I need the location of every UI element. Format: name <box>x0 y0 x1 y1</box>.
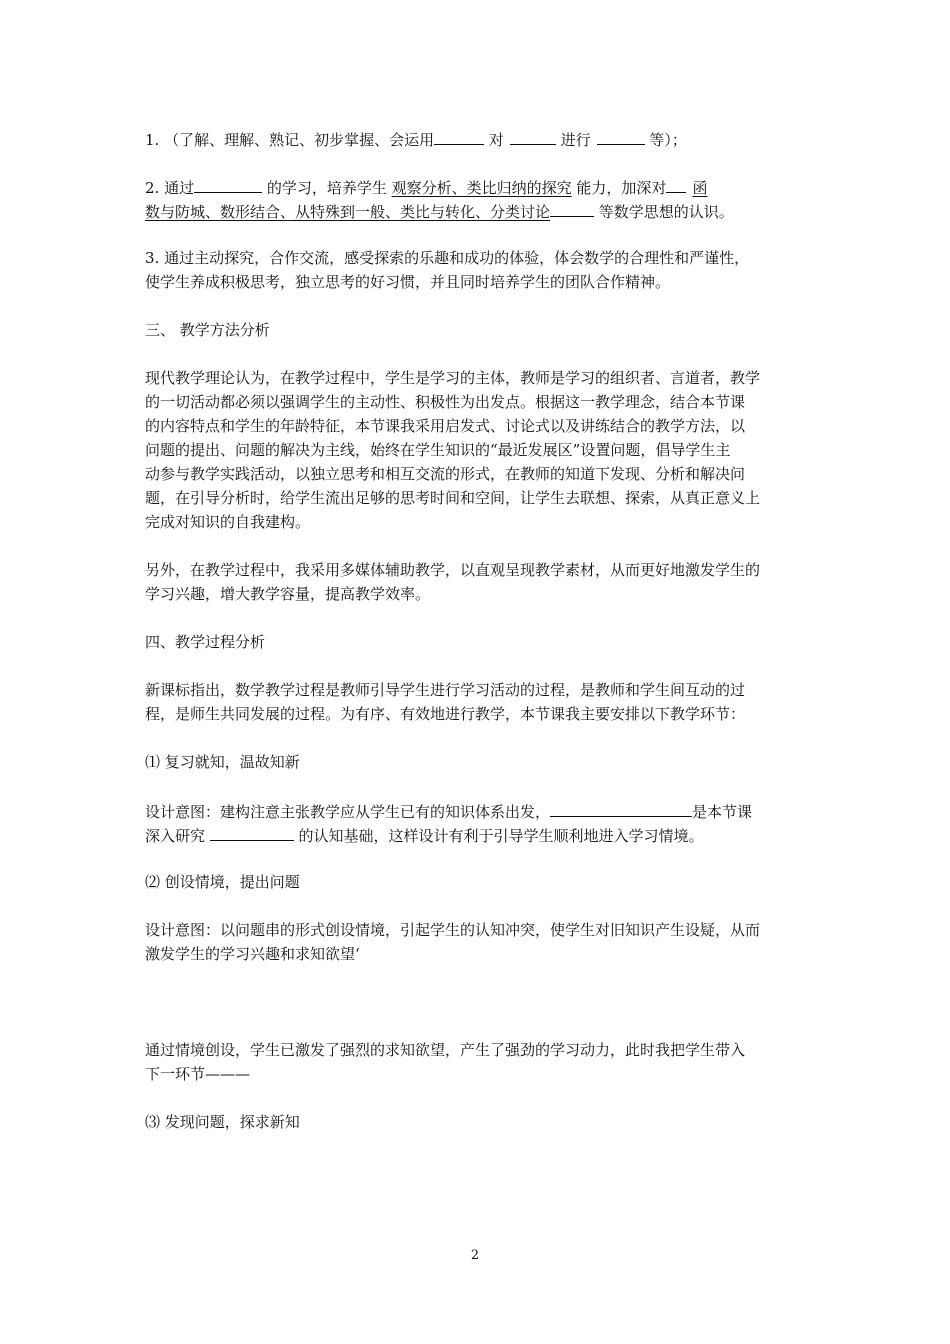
objective-2-text: 2. 通过 <box>145 179 195 197</box>
objective-1-text: 1. （了解、理解、熟记、初步掌握、会运用 <box>145 131 435 149</box>
paragraph-line: 的一切活动都必须以强调学生的主动性、积极性为出发点。根据这一教学理念，结合本节课 <box>145 393 746 411</box>
objective-3-line-2: 使学生养成积极思考，独立思考的好习惯，并且同时培养学生的团队合作精神。 <box>145 273 671 291</box>
underlined-phrase: 数与防城、数形结合、从特殊到一般、类比与转化、分类讨论 <box>145 203 551 221</box>
underlined-phrase: 观察分析、类比归纳的探究 <box>391 179 572 197</box>
paragraph-line: 新课标指出，数学教学过程是教师引导学生进行学习活动的过程，是教师和学生间互动的过 <box>145 681 746 699</box>
fill-blank <box>597 128 645 145</box>
paragraph-line: 动参与教学实践活动，以独立思考和相互交流的形式，在教师的知道下发现、分析和解决问 <box>145 465 746 483</box>
objective-2-text: 等数学思想的认识。 <box>594 203 734 221</box>
objective-1-text: 等）； <box>644 131 687 149</box>
design-intent-text: 的认知基础，这样设计有利于引导学生顺利地进入学习情境。 <box>293 827 704 845</box>
step-heading-3: ⑶ 发现问题，探求新知 <box>145 1113 300 1131</box>
objective-1 <box>145 128 687 148</box>
fill-blank <box>194 176 262 193</box>
design-intent-2-line-1: 设计意图：以问题串的形式创设情境，引起学生的认知冲突，使学生对旧知识产生设疑，从而 <box>145 921 761 939</box>
fill-blank <box>550 800 692 817</box>
paragraph-line: 题，在引导分析时，给学生流出足够的思考时间和空间，让学生去联想、探索，从真正意义上 <box>145 489 761 507</box>
section-heading-teaching-method: 三、 教学方法分析 <box>145 321 270 339</box>
objective-3-line-1: 3. 通过主动探究，合作交流，感受探索的乐趣和成功的体验，体会数学的合理性和严谨性， <box>145 249 750 267</box>
paragraph-line: 完成对知识的自我建构。 <box>145 513 311 531</box>
objective-2-line-1 <box>145 176 707 196</box>
objective-1-text: 进行 <box>555 131 591 149</box>
design-intent-2-line-2: 激发学生的学习兴趣和求知欲望‘ <box>145 945 360 963</box>
step-heading-1: ⑴ 复习就知，温故知新 <box>145 753 300 771</box>
fill-blank <box>434 128 484 145</box>
underlined-phrase: 函 <box>692 179 708 197</box>
step-heading-2: ⑵ 创设情境，提出问题 <box>145 873 300 891</box>
fill-blank <box>550 200 594 217</box>
page-number: 2 <box>470 1248 480 1263</box>
design-intent-1-line-1 <box>145 800 752 820</box>
objective-1-text: 对 <box>484 131 504 149</box>
paragraph-line: 通过情境创设，学生已激发了强烈的求知欲望，产生了强劲的学习动力，此时我把学生带入 <box>145 1041 746 1059</box>
paragraph-line: 的内容特点和学生的年龄特征，本节课我采用启发式、讨论式以及讲练结合的教学方法，以 <box>145 417 746 435</box>
paragraph-line: 现代教学理论认为，在教学过程中，学生是学习的主体，教师是学习的组织者、言道者，教学 <box>145 369 761 387</box>
objective-2-line-2 <box>145 200 734 220</box>
design-intent-text: 设计意图：建构注意主张教学应从学生已有的知识体系出发， <box>145 803 551 821</box>
paragraph-line: 下一环节——— <box>145 1065 251 1083</box>
objective-2-text: 的学习，培养学生 <box>262 179 392 197</box>
paragraph-line: 另外，在教学过程中，我采用多媒体辅助教学，以直观呈现教学素材，从而更好地激发学生的 <box>145 561 761 579</box>
fill-blank <box>510 128 556 145</box>
objective-2-text: 能力，加深对 <box>571 179 667 197</box>
fill-blank <box>210 824 294 841</box>
paragraph-line: 程，是师生共同发展的过程。为有序、有效地进行教学，本节课我主要安排以下教学环节： <box>145 705 746 723</box>
paragraph-line: 学习兴趣，增大教学容量，提高教学效率。 <box>145 585 431 603</box>
design-intent-1-line-2 <box>145 824 704 844</box>
design-intent-text: 深入研究 <box>145 827 210 845</box>
design-intent-text: 是本节课 <box>692 803 753 821</box>
paragraph-line: 问题的提出、问题的解决为主线，始终在学生知识的“最近发展区”设置问题，倡导学生主 <box>145 441 731 459</box>
fill-blank <box>666 176 686 193</box>
section-heading-teaching-process: 四、教学过程分析 <box>145 633 266 651</box>
